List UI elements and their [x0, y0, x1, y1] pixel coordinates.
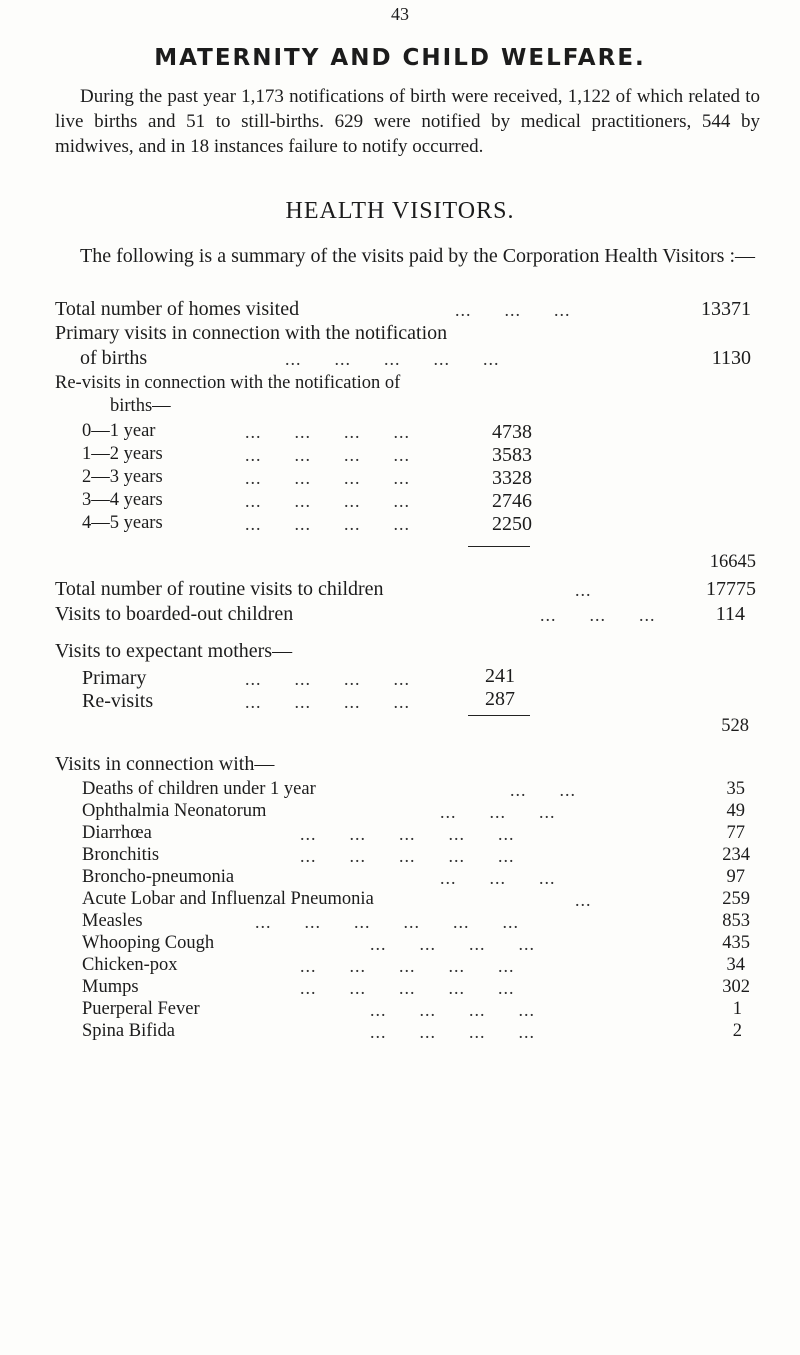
leader-dots: ... ... ... ... ... — [300, 956, 515, 976]
health-visitors-heading: HEALTH VISITORS. — [285, 198, 515, 224]
connection-item-label: Puerperal Fever — [82, 999, 200, 1019]
age-value: 3328 — [492, 467, 532, 489]
age-value: 2746 — [492, 490, 532, 512]
leader-dots: ... ... ... ... — [245, 422, 410, 442]
leader-dots: ... ... ... ... ... — [300, 824, 515, 844]
connection-item-value: 77 — [726, 823, 745, 843]
leader-dots: ... ... ... — [440, 868, 556, 888]
connection-item-label: Deaths of children under 1 year — [82, 779, 316, 799]
connection-item-label: Diarrhœa — [82, 823, 152, 843]
leader-dots: ... ... ... ... ... ... — [255, 912, 519, 932]
leader-dots: ... ... ... — [440, 802, 556, 822]
boarded-out-value: 114 — [715, 603, 745, 625]
revisits-label-cont: births— — [110, 396, 171, 416]
connection-item-label: Broncho-pneumonia — [82, 867, 235, 887]
routine-total-value: 17775 — [706, 578, 756, 600]
leader-dots: ... ... ... ... — [370, 1022, 535, 1042]
leader-dots: ... ... — [510, 780, 576, 800]
total-homes-value: 13371 — [701, 298, 751, 320]
primary-visits-label-cont: of births — [80, 347, 148, 369]
connection-item-value: 34 — [726, 955, 745, 975]
connection-item-value: 302 — [722, 977, 750, 997]
age-label: 4—5 years — [82, 513, 163, 533]
connection-item-label: Mumps — [82, 977, 139, 997]
leader-dots: ... — [575, 890, 592, 910]
summary-paragraph: The following is a summary of the visits paid by the Corporation Health Visitors :— — [80, 245, 756, 267]
connection-item-value: 35 — [726, 779, 745, 799]
total-homes-label: Total number of homes visited — [55, 298, 300, 320]
leader-dots: ... ... ... ... — [245, 669, 410, 689]
age-value: 3583 — [492, 444, 532, 466]
connection-item-value: 259 — [722, 889, 750, 909]
connection-item-label: Whooping Cough — [82, 933, 215, 953]
connection-item-value: 435 — [722, 933, 750, 953]
leader-dots: ... ... ... ... — [245, 445, 410, 465]
connection-item-value: 853 — [722, 911, 750, 931]
age-value: 2250 — [492, 513, 532, 535]
primary-visits-label: Primary visits in connection with the notification — [55, 322, 448, 344]
expectant-label: Visits to expectant mothers— — [55, 640, 293, 662]
leader-dots: ... ... ... ... ... — [300, 846, 515, 866]
leader-dots: ... — [575, 580, 592, 600]
primary-visits-value: 1130 — [711, 347, 751, 369]
routine-total-label: Total number of routine visits to children — [55, 578, 384, 600]
connection-item-label: Measles — [82, 911, 143, 931]
subtotal-rule — [468, 715, 530, 716]
expectant-item-label: Re-visits — [82, 690, 154, 712]
expectant-item-value: 287 — [485, 688, 515, 710]
page-number: 43 — [391, 4, 409, 24]
connection-item-value: 2 — [732, 1021, 742, 1041]
boarded-out-label: Visits to boarded-out children — [55, 603, 294, 625]
intro-paragraph: During the past year 1,173 notifications of birth were received, 1,122 of which related to live births and 51 to still-births. 629 were notified by medical practitioners, 544 by midwives, and in 18 instances failure to notify occurred. — [55, 86, 760, 157]
main-heading: MATERNITY AND CHILD WELFARE. — [154, 45, 646, 71]
leader-dots: ... ... ... ... ... — [285, 349, 500, 369]
leader-dots: ... ... ... ... — [245, 692, 410, 712]
connection-item-value: 1 — [732, 999, 742, 1019]
leader-dots: ... ... ... ... — [245, 491, 410, 511]
leader-dots: ... ... ... ... ... — [300, 978, 515, 998]
revisits-label: Re-visits in connection with the notification of — [55, 373, 401, 393]
leader-dots: ... ... ... ... — [245, 514, 410, 534]
expectant-item-value: 241 — [485, 665, 515, 687]
leader-dots: ... ... ... ... — [370, 1000, 535, 1020]
connection-item-label: Chicken-pox — [82, 955, 178, 975]
age-label: 0—1 year — [82, 421, 156, 441]
age-value: 4738 — [492, 421, 532, 443]
subtotal-rule — [468, 546, 530, 547]
connection-item-value: 234 — [722, 845, 750, 865]
revisits-total: 16645 — [709, 552, 756, 572]
age-label: 3—4 years — [82, 490, 163, 510]
connection-item-label: Bronchitis — [82, 845, 160, 865]
age-label: 1—2 years — [82, 444, 163, 464]
leader-dots: ... ... ... ... — [245, 468, 410, 488]
connection-item-value: 49 — [726, 801, 745, 821]
expectant-total: 528 — [721, 716, 749, 736]
expectant-item-label: Primary — [82, 667, 147, 689]
leader-dots: ... ... ... — [540, 605, 656, 625]
age-label: 2—3 years — [82, 467, 163, 487]
connection-item-label: Acute Lobar and Influenzal Pneumonia — [82, 889, 374, 909]
leader-dots: ... ... ... — [455, 300, 571, 320]
leader-dots: ... ... ... ... — [370, 934, 535, 954]
connection-item-label: Spina Bifida — [82, 1021, 176, 1041]
connection-item-label: Ophthalmia Neonatorum — [82, 801, 267, 821]
connection-item-value: 97 — [726, 867, 745, 887]
connection-label: Visits in connection with— — [55, 753, 275, 775]
